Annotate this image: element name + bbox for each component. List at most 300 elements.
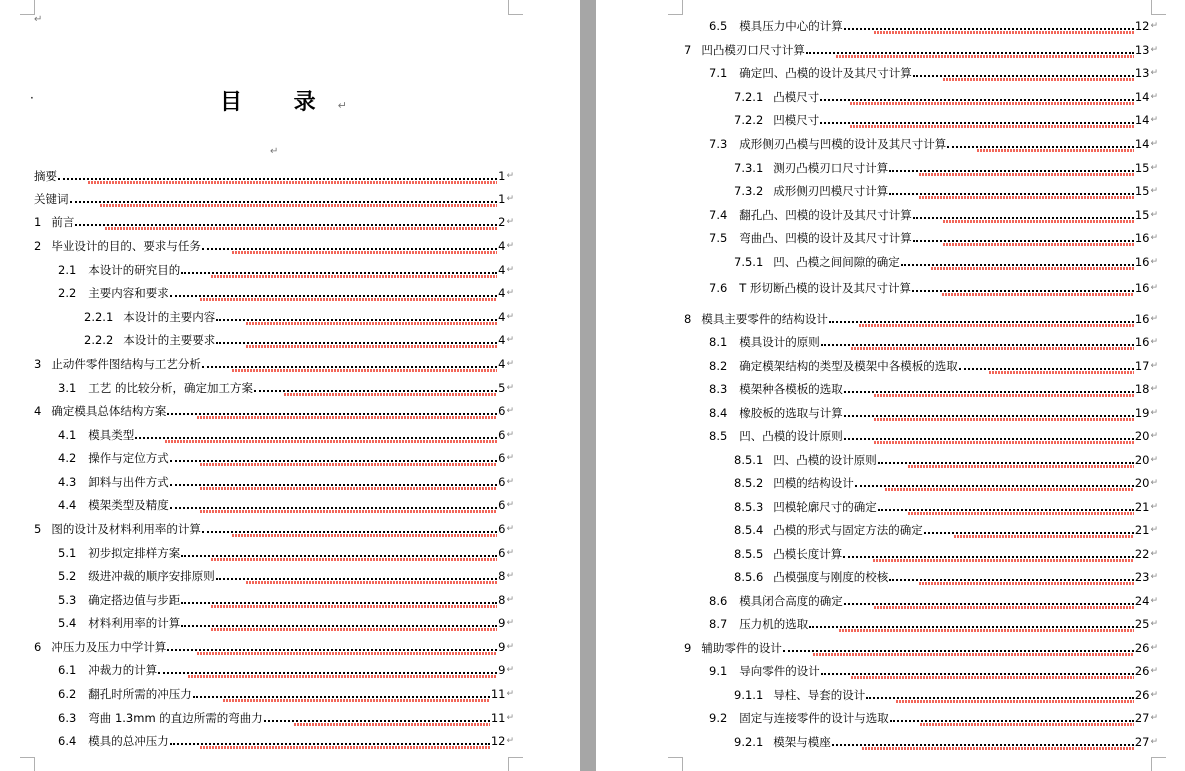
spellcheck-underline xyxy=(954,535,1134,538)
toc-entry[interactable] xyxy=(734,475,1158,491)
toc-entry-page-number: 1 xyxy=(498,169,506,183)
toc-entry-page-number: 2 xyxy=(498,215,506,229)
toc-entry-page-number: 6 xyxy=(498,546,506,560)
spellcheck-underline xyxy=(223,699,490,702)
toc-entry-title: 压力机的选取 xyxy=(739,617,809,631)
toc-entry-page-number: 6 xyxy=(498,404,506,418)
crop-mark-bottom-right xyxy=(508,757,523,771)
toc-entry-number: 7.1 xyxy=(709,66,728,80)
paragraph-mark: ↵ xyxy=(1150,337,1158,347)
toc-entry-title: 模具类型 xyxy=(88,428,135,442)
toc-entry-title: 成形侧刃凸模与凹模的设计及其尺寸计算 xyxy=(739,137,947,151)
toc-entry[interactable] xyxy=(34,238,514,254)
toc-entry-title: 凸模强度与刚度的校核 xyxy=(773,570,889,584)
paragraph-mark: ↵ xyxy=(1150,21,1158,31)
paragraph-mark: ↵ xyxy=(1150,666,1158,676)
toc-entry[interactable] xyxy=(58,615,514,631)
toc-entry-page-number: 22 xyxy=(1134,547,1150,561)
toc-entry-title: 模具的总冲压力 xyxy=(88,734,169,748)
dot-leader xyxy=(890,720,1134,722)
dot-leader xyxy=(843,556,1134,558)
dot-leader xyxy=(913,75,1134,77)
paragraph-mark: ↵ xyxy=(1150,455,1158,465)
dot-leader xyxy=(135,437,497,439)
dot-leader xyxy=(821,344,1134,346)
toc-entry-number: 6.2 xyxy=(58,687,77,701)
toc-entry-title: 模具闭合高度的确定 xyxy=(739,594,843,608)
toc-entry[interactable] xyxy=(34,403,514,419)
toc-entry-page-number: 9 xyxy=(498,640,506,654)
spellcheck-underline xyxy=(246,345,497,348)
dot-leader xyxy=(866,697,1134,699)
document-page-right xyxy=(596,0,1185,771)
toc-entry-title: 凹模的结构设计 xyxy=(773,476,854,490)
spellcheck-underline xyxy=(100,204,498,207)
spellcheck-underline xyxy=(188,675,497,678)
toc-entry-page-number: 12 xyxy=(1134,19,1150,33)
toc-entry-number: 8.3 xyxy=(709,382,728,396)
dot-leader xyxy=(844,415,1134,417)
dot-leader xyxy=(844,391,1134,393)
toc-entry-page-number: 12 xyxy=(490,734,506,748)
toc-entry-title: 确定模具总体结构方案 xyxy=(51,404,167,418)
dot-leader xyxy=(783,650,1134,652)
toc-entry[interactable] xyxy=(58,568,514,584)
dot-leader xyxy=(58,178,497,180)
dot-leader xyxy=(193,696,490,698)
toc-entry-number: 7.3.2 xyxy=(734,184,764,198)
toc-entry[interactable] xyxy=(58,662,514,678)
paragraph-mark: ↵ xyxy=(1150,139,1158,149)
toc-entry[interactable] xyxy=(58,427,514,443)
toc-entry[interactable] xyxy=(709,207,1158,223)
paragraph-mark: ↵ xyxy=(506,713,514,723)
toc-entry[interactable] xyxy=(58,733,514,749)
toc-entry-title: 成形侧刃凹模尺寸计算 xyxy=(773,184,889,198)
spellcheck-underline xyxy=(232,534,497,537)
spellcheck-underline xyxy=(211,275,497,278)
crop-mark-top-left xyxy=(20,0,35,15)
spellcheck-underline xyxy=(885,488,1134,491)
spellcheck-underline xyxy=(977,149,1134,152)
toc-entry[interactable] xyxy=(58,285,514,301)
dot-leader xyxy=(912,290,1134,292)
paragraph-mark: ↵ xyxy=(1150,384,1158,394)
dot-leader xyxy=(878,509,1134,511)
paragraph-mark: ↵ xyxy=(506,288,514,298)
toc-entry[interactable] xyxy=(58,380,514,396)
toc-entry-number: 1 xyxy=(34,215,42,229)
dot-leader xyxy=(820,99,1134,101)
dot-leader xyxy=(855,485,1134,487)
toc-entry[interactable] xyxy=(734,687,1158,703)
paragraph-mark: ↵ xyxy=(506,241,514,251)
toc-entry[interactable] xyxy=(34,168,514,184)
toc-entry-number: 9.2.1 xyxy=(734,735,764,749)
toc-entry-page-number: 24 xyxy=(1134,594,1150,608)
spellcheck-underline xyxy=(896,700,1134,703)
spellcheck-underline xyxy=(200,746,490,749)
spellcheck-underline xyxy=(989,371,1134,374)
toc-entry-number: 8.1 xyxy=(709,335,728,349)
dot-leader xyxy=(70,201,498,203)
spellcheck-underline xyxy=(197,416,497,419)
paragraph-mark: ↵ xyxy=(506,430,514,440)
crop-mark-bottom-left xyxy=(668,757,683,771)
toc-entry[interactable] xyxy=(709,358,1158,374)
spellcheck-underline xyxy=(920,723,1134,726)
toc-entry[interactable] xyxy=(709,136,1158,152)
spellcheck-underline xyxy=(284,393,497,396)
dot-leader xyxy=(167,413,497,415)
spellcheck-underline xyxy=(197,652,497,655)
toc-entry-number: 8.5.4 xyxy=(734,523,764,537)
spellcheck-underline xyxy=(246,322,497,325)
toc-entry-page-number: 4 xyxy=(498,239,506,253)
toc-entry-number: 5.4 xyxy=(58,616,77,630)
toc-entry[interactable] xyxy=(58,474,514,490)
toc-entry-title: 毕业设计的目的、要求与任务 xyxy=(51,239,201,253)
toc-entry[interactable] xyxy=(709,663,1158,679)
paragraph-mark: ↵ xyxy=(1150,233,1158,243)
spellcheck-underline xyxy=(908,512,1134,515)
toc-entry-page-number: 16 xyxy=(1134,231,1150,245)
dot-leader xyxy=(216,578,497,580)
toc-entry-number: 8.5.5 xyxy=(734,547,764,561)
paragraph-mark: ↵ xyxy=(1150,186,1158,196)
paragraph-mark: ↵ xyxy=(506,171,514,181)
spellcheck-underline xyxy=(839,629,1134,632)
toc-entry-title: 关键词 xyxy=(34,192,69,206)
toc-entry[interactable] xyxy=(734,499,1158,515)
toc-entry[interactable] xyxy=(734,254,1158,270)
dot-leader xyxy=(170,507,497,509)
toc-entry[interactable] xyxy=(709,593,1158,609)
toc-entry-title: 凹、凸模之间间隙的确定 xyxy=(773,255,900,269)
spellcheck-underline xyxy=(908,465,1134,468)
toc-entry[interactable] xyxy=(58,450,514,466)
toc-entry[interactable] xyxy=(34,356,514,372)
spellcheck-underline xyxy=(200,487,497,490)
toc-entry[interactable] xyxy=(58,592,514,608)
toc-entry[interactable] xyxy=(684,42,1158,58)
toc-entry[interactable] xyxy=(58,710,514,726)
toc-entry-page-number: 16 xyxy=(1134,335,1150,349)
toc-entry-number: 5.3 xyxy=(58,593,77,607)
toc-entry-number: 7.3 xyxy=(709,137,728,151)
toc-entry[interactable] xyxy=(709,18,1158,34)
spellcheck-underline xyxy=(105,227,497,230)
toc-entry-page-number: 27 xyxy=(1134,711,1150,725)
toc-entry-page-number: 16 xyxy=(1134,281,1150,295)
toc-entry[interactable] xyxy=(709,616,1158,632)
paragraph-mark: ↵ xyxy=(506,618,514,628)
toc-entry-page-number: 11 xyxy=(490,687,506,701)
paragraph-mark: ↵ xyxy=(270,146,279,157)
dot-leader xyxy=(959,368,1134,370)
toc-entry-title: 凹模尺寸 xyxy=(773,113,820,127)
dot-leader xyxy=(889,579,1134,581)
spellcheck-underline xyxy=(232,369,497,372)
paragraph-mark: ↵ xyxy=(1150,643,1158,653)
toc-entry-title: 确定搭边值与步距 xyxy=(88,593,181,607)
toc-entry[interactable] xyxy=(34,191,514,207)
toc-entry-title: 模具压力中心的计算 xyxy=(739,19,843,33)
toc-entry[interactable] xyxy=(709,230,1158,246)
toc-entry[interactable] xyxy=(34,639,514,655)
spellcheck-underline xyxy=(942,293,1134,296)
toc-entry[interactable] xyxy=(734,452,1158,468)
spellcheck-underline xyxy=(931,267,1134,270)
toc-entry-title: 材料利用率的计算 xyxy=(88,616,181,630)
toc-entry-number: 2.2 xyxy=(58,286,77,300)
toc-entry[interactable] xyxy=(734,734,1158,750)
toc-entry-number: 8 xyxy=(684,312,692,326)
toc-entry-title: 确定凹、凸模的设计及其尺寸计算 xyxy=(739,66,912,80)
toc-entry-number: 8.2 xyxy=(709,359,728,373)
dot-leader xyxy=(889,170,1134,172)
toc-entry-title: 翻孔时所需的冲压力 xyxy=(88,687,192,701)
dot-leader xyxy=(878,462,1134,464)
paragraph-mark: ↵ xyxy=(1150,163,1158,173)
toc-entry-title: 模架种各模板的选取 xyxy=(739,382,843,396)
toc-entry-page-number: 15 xyxy=(1134,208,1150,222)
toc-entry-number: 8.6 xyxy=(709,594,728,608)
toc-entry-page-number: 16 xyxy=(1134,255,1150,269)
spellcheck-underline xyxy=(211,628,497,631)
toc-entry[interactable] xyxy=(734,89,1158,105)
toc-entry-number: 9.2 xyxy=(709,711,728,725)
toc-entry[interactable] xyxy=(84,332,514,348)
spellcheck-underline xyxy=(850,125,1134,128)
spellcheck-underline xyxy=(919,196,1134,199)
toc-entry-number: 7 xyxy=(684,43,692,57)
dot-leader xyxy=(844,603,1134,605)
paragraph-mark: ↵ xyxy=(1150,92,1158,102)
toc-entry[interactable] xyxy=(58,545,514,561)
toc-entry-page-number: 4 xyxy=(498,333,506,347)
paragraph-mark: ↵ xyxy=(337,99,347,112)
toc-entry-page-number: 14 xyxy=(1134,113,1150,127)
dot-leader xyxy=(167,649,497,651)
paragraph-mark: ↵ xyxy=(506,500,514,510)
toc-entry-title: 模架与模座 xyxy=(773,735,831,749)
toc-entry-number: 8.7 xyxy=(709,617,728,631)
toc-entry-title: 凸模尺寸 xyxy=(773,90,820,104)
dot-leader xyxy=(170,295,497,297)
toc-entry-title: 本设计的主要要求 xyxy=(123,333,216,347)
dot-leader xyxy=(216,342,497,344)
toc-entry[interactable] xyxy=(734,546,1158,562)
toc-entry[interactable] xyxy=(734,112,1158,128)
toc-entry-title: 固定与连接零件的设计与选取 xyxy=(739,711,889,725)
toc-entry-title: 摘要 xyxy=(34,169,57,183)
toc-entry-page-number: 26 xyxy=(1134,641,1150,655)
toc-entry[interactable] xyxy=(709,280,1158,296)
toc-entry-number: 6.4 xyxy=(58,734,77,748)
toc-entry[interactable] xyxy=(709,710,1158,726)
toc-entry-page-number: 4 xyxy=(498,263,506,277)
spellcheck-underline xyxy=(211,558,497,561)
paragraph-mark: ↵ xyxy=(1150,502,1158,512)
spellcheck-underline xyxy=(919,582,1134,585)
paragraph-mark: ↵ xyxy=(1150,713,1158,723)
dot-leader xyxy=(158,672,497,674)
toc-entry-page-number: 20 xyxy=(1134,429,1150,443)
toc-entry-number: 5 xyxy=(34,522,42,536)
spellcheck-underline xyxy=(851,676,1134,679)
toc-entry-title: 本设计的主要内容 xyxy=(123,310,216,324)
toc-entry-number: 4.3 xyxy=(58,475,77,489)
spellcheck-underline xyxy=(851,347,1134,350)
paragraph-mark: ↵ xyxy=(1150,619,1158,629)
toc-entry[interactable] xyxy=(734,183,1158,199)
toc-entry-title: 导柱、导套的设计 xyxy=(773,688,866,702)
dot-leader xyxy=(202,531,497,533)
toc-entry-page-number: 4 xyxy=(498,286,506,300)
bullet-mark: · xyxy=(30,91,34,105)
paragraph-mark: ↵ xyxy=(1150,525,1158,535)
toc-entry[interactable] xyxy=(684,640,1158,656)
toc-entry-page-number: 17 xyxy=(1134,359,1150,373)
toc-entry-number: 9.1.1 xyxy=(734,688,764,702)
spellcheck-underline xyxy=(874,31,1134,34)
toc-entry[interactable] xyxy=(709,381,1158,397)
paragraph-mark: ↵ xyxy=(1150,549,1158,559)
dot-leader xyxy=(181,625,497,627)
toc-entry[interactable] xyxy=(709,428,1158,444)
toc-entry-title: 确定模架结构的类型及模架中各模板的选取 xyxy=(739,359,958,373)
toc-entry-title: 凸模的形式与固定方法的确定 xyxy=(773,523,923,537)
paragraph-mark: ↵ xyxy=(1150,68,1158,78)
dot-leader xyxy=(170,743,490,745)
toc-entry-title: 翻孔凸、凹模的设计及其尺寸计算 xyxy=(739,208,912,222)
toc-entry-title: 模具设计的原则 xyxy=(739,335,820,349)
toc-entry-number: 6.1 xyxy=(58,663,77,677)
spellcheck-underline xyxy=(862,747,1134,750)
paragraph-mark: ↵ xyxy=(506,595,514,605)
paragraph-mark: ↵ xyxy=(1150,408,1158,418)
spellcheck-underline xyxy=(200,298,497,301)
toc-entry-page-number: 26 xyxy=(1134,664,1150,678)
toc-entry[interactable] xyxy=(734,569,1158,585)
paragraph-mark: ↵ xyxy=(506,571,514,581)
toc-entry-title: 导向零件的设计 xyxy=(739,664,820,678)
toc-entry-page-number: 9 xyxy=(498,616,506,630)
crop-mark-bottom-right xyxy=(1151,757,1166,771)
toc-entry-page-number: 4 xyxy=(498,310,506,324)
paragraph-mark: ↵ xyxy=(1150,210,1158,220)
spellcheck-underline xyxy=(232,251,497,254)
toc-entry-number: 6.5 xyxy=(709,19,728,33)
dot-leader xyxy=(832,744,1134,746)
toc-entry-number: 5.2 xyxy=(58,569,77,583)
spellcheck-underline xyxy=(850,102,1134,105)
toc-entry-page-number: 15 xyxy=(1134,161,1150,175)
toc-entry-page-number: 21 xyxy=(1134,523,1150,537)
toc-entry-page-number: 6 xyxy=(498,475,506,489)
crop-mark-top-left xyxy=(668,0,683,15)
spellcheck-underline xyxy=(246,581,497,584)
toc-entry-number: 4 xyxy=(34,404,42,418)
dot-leader xyxy=(829,321,1134,323)
spellcheck-underline xyxy=(294,723,490,726)
toc-entry-page-number: 1 xyxy=(498,192,506,206)
toc-entry-page-number: 23 xyxy=(1134,570,1150,584)
toc-entry[interactable] xyxy=(684,311,1158,327)
dot-leader xyxy=(216,319,497,321)
dot-leader xyxy=(264,720,490,722)
toc-entry-title: 操作与定位方式 xyxy=(88,451,169,465)
toc-entry[interactable] xyxy=(734,160,1158,176)
toc-entry[interactable] xyxy=(734,522,1158,538)
toc-entry-title: 冲裁力的计算 xyxy=(88,663,158,677)
toc-entry-page-number: 20 xyxy=(1134,476,1150,490)
toc-entry-title: 橡胶板的选取与计算 xyxy=(739,406,843,420)
toc-entry-title: 初步拟定排样方案 xyxy=(88,546,181,560)
toc-entry[interactable] xyxy=(58,497,514,513)
toc-entry[interactable] xyxy=(709,405,1158,421)
toc-entry[interactable] xyxy=(58,686,514,702)
dot-leader xyxy=(947,146,1134,148)
toc-entry-number: 2 xyxy=(34,239,42,253)
toc-entry-title: 主要内容和要求 xyxy=(88,286,169,300)
toc-entry[interactable] xyxy=(84,309,514,325)
toc-entry[interactable] xyxy=(34,521,514,537)
dot-leader xyxy=(181,272,497,274)
dot-leader xyxy=(844,28,1134,30)
dot-leader xyxy=(202,366,497,368)
dot-leader xyxy=(913,217,1134,219)
toc-entry-title: 凹、凸模的设计原则 xyxy=(773,453,877,467)
toc-entry-number: 8.5.3 xyxy=(734,500,764,514)
paragraph-mark: ↵ xyxy=(1150,361,1158,371)
toc-entry-number: 8.5.1 xyxy=(734,453,764,467)
toc-entry-title: 工艺 的比较分析，确定加工方案 xyxy=(88,381,253,395)
paragraph-mark: ↵ xyxy=(1150,115,1158,125)
document-page-left xyxy=(0,0,580,771)
toc-entry-page-number: 18 xyxy=(1134,382,1150,396)
toc-entry-page-number: 6 xyxy=(498,522,506,536)
toc-entry-page-number: 13 xyxy=(1134,43,1150,57)
paragraph-mark: ↵ xyxy=(506,642,514,652)
paragraph-mark: ↵ xyxy=(506,312,514,322)
spellcheck-underline xyxy=(873,559,1134,562)
page-title: 目 录↵ xyxy=(220,90,347,115)
spellcheck-underline xyxy=(943,243,1134,246)
spellcheck-underline xyxy=(943,220,1134,223)
paragraph-mark: ↵ xyxy=(506,736,514,746)
toc-entry-title: 卸料与出件方式 xyxy=(88,475,169,489)
toc-entry[interactable] xyxy=(34,214,514,230)
toc-entry-page-number: 11 xyxy=(490,711,506,725)
toc-entry[interactable] xyxy=(709,65,1158,81)
toc-entry[interactable] xyxy=(709,334,1158,350)
paragraph-mark: ↵ xyxy=(1150,257,1158,267)
toc-entry-number: 7.6 xyxy=(709,281,728,295)
toc-entry-page-number: 21 xyxy=(1134,500,1150,514)
toc-entry-page-number: 4 xyxy=(498,357,506,371)
spellcheck-underline xyxy=(813,653,1134,656)
toc-entry-number: 5.1 xyxy=(58,546,77,560)
toc-entry-page-number: 16 xyxy=(1134,312,1150,326)
spellcheck-underline xyxy=(200,510,497,513)
dot-leader xyxy=(181,602,497,604)
dot-leader xyxy=(820,122,1134,124)
page-gutter xyxy=(580,0,596,771)
spellcheck-underline xyxy=(874,441,1134,444)
toc-entry[interactable] xyxy=(58,262,514,278)
